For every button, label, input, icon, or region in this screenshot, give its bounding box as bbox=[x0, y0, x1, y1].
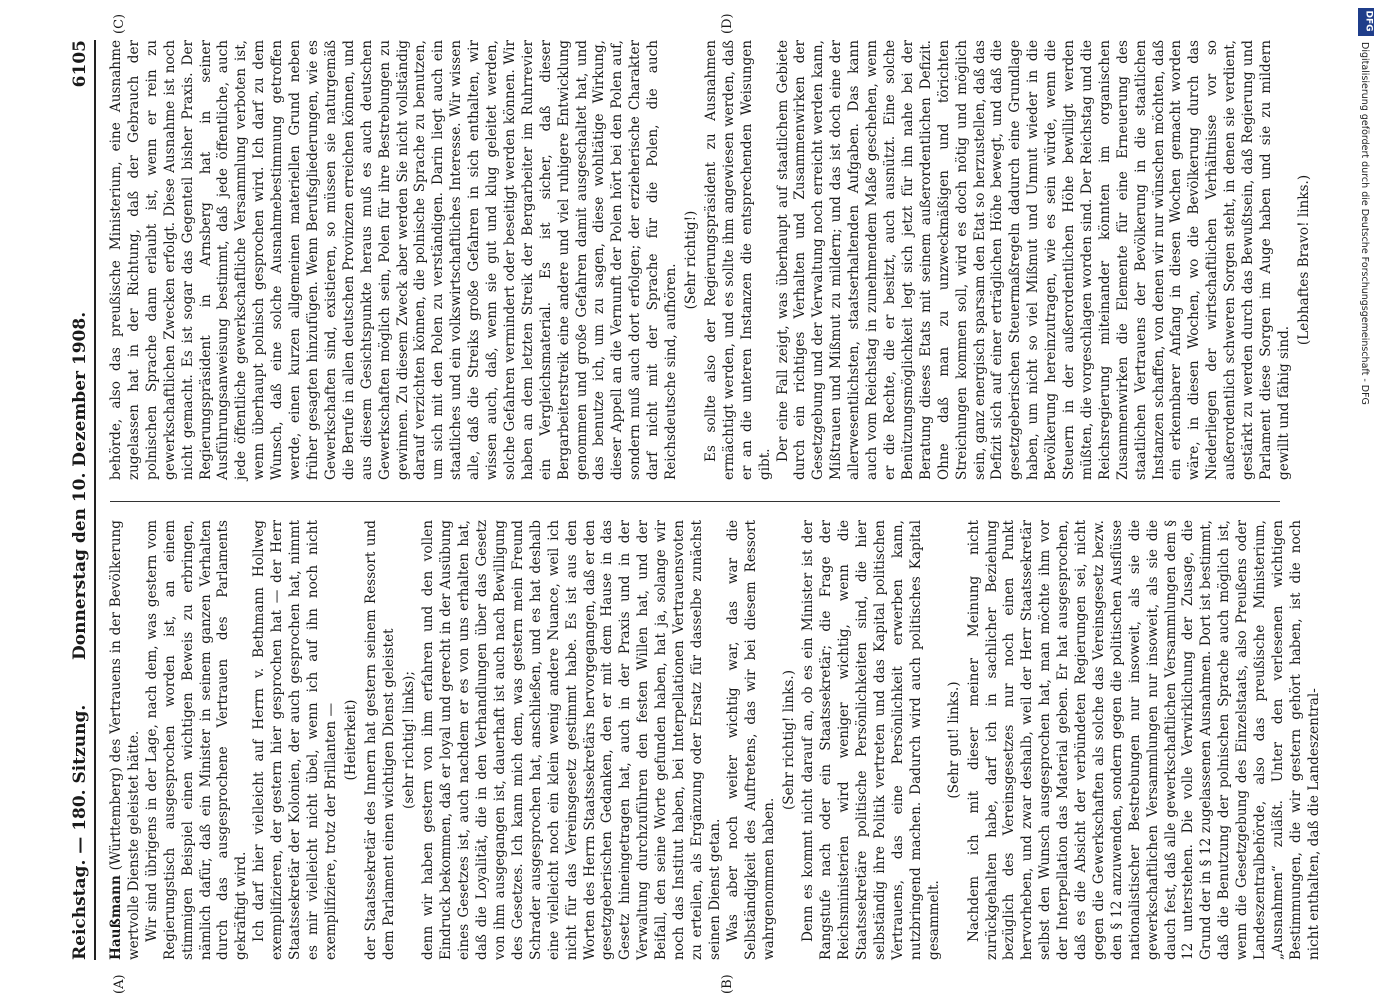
right-column bbox=[108, 40, 1312, 480]
margin-mark-a: (A) bbox=[112, 974, 127, 994]
paragraph-text: der Staatssekretär des Innern hat gestern seinem Ressort und dem Parlament einen wichtigen Dienst geleistet bbox=[362, 520, 397, 960]
left-column bbox=[108, 520, 1322, 960]
paragraph-text: Der eine Fall zeigt, was überhaupt auf staatlichem Gebiete durch ein richtiges Verhalten und Zusammenwirken der Gesetzgebung und der Verwaltung noch erreicht werden kann, Mißtrauen und Mißmut zu mildern; und das ist doch eine der allerwesentlichsten, staatserhaltenden Aufgaben. Das kann auch vom Reichstag in zunehmendem Maße geschehen, wenn er die Rechte, die er besitzt, auch ausnützt. Eine solche Benützungsmöglichkeit legt sich jetzt für ihn nahe bei der Beratung dieses Etats mit seinem außerordentlichen Defizit. Ohne daß man zu unzweckmäßigen und törichten Streichungen kommen soll, wird es doch nötig und möglich sein, ganz energisch sparsam den Etat so herzustellen, daß das Defizit sich auf einer erträglichen Höhe bewegt, und daß die gesetzgeberischen Steuermaßregeln dadurch eine Grundlage haben, um nicht so viel Mißmut und Unmut wieder in die Bevölkerung hereinzutragen, wie es sein würde, wenn die Steuern in der außerordentlichen Höhe bewilligt werden müßten, die vorgeschlagen worden sind. Der Reichstag und die Reichsregierung miteinander könnten im organischen Zusammenwirken die Elemente für eine Erneuerung des staatlichen Vertrauens der Bevölkerung in die staatlichen Instanzen schaffen, von denen wir nur wünschen möchten, daß ein erkennbarer Anfang in diesen Wochen gemacht worden wäre, in diesen Wochen, wo die Bevölkerung durch das Niederliegen der wirtschaftlichen Verhältnisse vor so außerordentlich schweren Sorgen steht, in denen sie verdient, gestärkt zu werden durch das Bewußtsein, daß Regierung und Parlament diese Sorgen im Auge haben und sie zu mildern gewillt und fähig sind. bbox=[774, 40, 1292, 480]
interjection bbox=[946, 520, 964, 960]
digitization-credit bbox=[1356, 6, 1378, 996]
paragraph bbox=[108, 520, 144, 960]
paragraph-text: (sehr richtig! links); bbox=[400, 671, 417, 809]
paragraph bbox=[420, 520, 724, 960]
paragraph-text: Nachdem ich mit dieser meiner Meinung nicht zurückgehalten habe, darf ich in sachlicher Beziehung bezüglich des Vereinsgesetzes nur noch einen Punkt hervorheben, und zwar deshalb, weil der Herr Staatssekretär selbst den Wunsch ausgesprochen hat, man möchte ihm vor der Interpellation das Material geben. Er hat ausgesprochen, daß es die Absicht der verbündeten Regierungen sei, nicht gegen die Gewerkschaften als solche das Vereinsgesetz bezw. den § 12 anzuwenden, sondern gegen die politischen Ausflüsse nationalistischer Bestrebungen nur insoweit, als sie die gewerkschaftlichen Versammlungen nur insoweit, als sie die dauch fest, daß alle gewerkschaftlichen Versammlungen dem § 12 unterstehen. Die volle Verwirklichung der Zusage, die Grund der in § 12 zugelassenen Ausnahmen. Dort ist bestimmt, daß die Benutzung der polnischen Sprache auch möglich ist, wenn die Gesetzgebung des Einzelstaats, also Preußens oder Landeszentralbehörde, also das preußische Ministerium, „Ausnahmen“ zuläßt. Unter den verlesenen wichtigen Bestimmungen, die wir gestern gehört haben, ist die noch nicht enthalten, daß die Landeszentral- bbox=[965, 520, 1322, 960]
running-head-date: Donnerstag den 10. Dezember 1908. bbox=[70, 311, 90, 660]
header-rule bbox=[94, 40, 96, 960]
interjection bbox=[401, 520, 419, 960]
margin-mark-c: (C) bbox=[112, 13, 127, 34]
paragraph-text: Denn es kommt nicht darauf an, ob es ein Minister ist der Rangstufe nach oder ein Staatssekretär; die Frage der Reichsministerien wird weniger wichtig, wenn die Staatssekretäre politische Persönlichkeiten sind, die hier selbständig ihre Politik vertreten und das Kapital politischen Vertrauens, das eine Persönlichkeit erwerben kann, nutzbringend machen. Dadurch wird auch politisches Kapital gesammelt. bbox=[800, 520, 942, 960]
paragraph-text: (Sehr richtig!) bbox=[683, 210, 699, 310]
paragraph-text: (Württemberg) des Vertrauens in der Bevölkerung wertvolle Dienste geleistet hätte. bbox=[108, 520, 142, 960]
paragraph-text: (Sehr gut! links.) bbox=[945, 681, 962, 799]
margin-mark-b: (B) bbox=[720, 974, 735, 994]
paragraph bbox=[144, 520, 251, 960]
document-page bbox=[30, 0, 1350, 1000]
paragraph bbox=[108, 40, 681, 480]
speaker-name: Haußmann bbox=[108, 875, 124, 960]
paragraph-text: (Lebhaftes Bravo! links.) bbox=[1295, 174, 1312, 346]
credit-text: Digitalisierung gefördert durch die Deutsche Forschungsgemeinschaft - DFG bbox=[1359, 42, 1370, 405]
running-head bbox=[70, 40, 96, 960]
paragraph-text: (Sehr richtig! links.) bbox=[780, 669, 797, 811]
column-divider bbox=[110, 501, 1280, 502]
interjection bbox=[1296, 40, 1314, 480]
paragraph bbox=[775, 40, 1294, 480]
interjection bbox=[343, 520, 361, 960]
margin-mark-d: (D) bbox=[720, 13, 735, 34]
paragraph bbox=[725, 520, 779, 960]
paragraph bbox=[251, 520, 341, 960]
paragraph-text: Was aber noch weiter wichtig war, das war die Selbständigkeit des Auftretens, das wir bei diesem Ressort wahrgenommen haben. bbox=[724, 520, 777, 960]
paragraph-text: Wir sind übrigens in der Lage, nach dem, was gestern vom Regierungstisch ausgesprochen worden ist, an einem stimmigen Beispiel einen wichtigen Beweis zu erbringen, nämlich dafür, daß ein Minister in seinem ganzen Verhalten durch das ausgesprochene Vertrauen des Parlaments gekräftigt wird. bbox=[143, 520, 250, 960]
paragraph-text: Es sollte also der Regierungspräsident zu Ausnahmen ermächtigt werden, und es sollte ihm angewiesen werden, daß er an die unteren Instanzen die entsprechenden Weisungen gibt. bbox=[702, 40, 773, 480]
paragraph-text: (Heiterkeit) bbox=[342, 699, 359, 781]
paragraph-text: Ich darf hier vielleicht auf Herrn v. Bethmann Hollweg exemplifizieren, der gestern hier gesprochen hat — der Herr Staatssekretär der Kolonien, der auch gesprochen hat, nimmt es mir vielleicht nicht übel, wenn ich auf ihn noch nicht exemplifiziere, trotz der Brillanten — bbox=[251, 520, 339, 960]
paragraph bbox=[966, 520, 1324, 960]
running-head-left: Reichstag. — 180. Sitzung. bbox=[70, 704, 90, 960]
paragraph-text: denn wir haben gestern von ihm erfahren und den vollen Eindruck bekommen, daß er loyal und gerecht in der Ausübung eines Gesetzes ist, auch nachdem er es von uns erhalten hat, daß die Loyalität, die in den Verhandlungen über das Gesetz von ihm ausgegangen ist, dauerhaft ist auch nach Bewilligung des Gesetzes. Ich kann mich dem, was gestern mein Freund Schrader ausgesprochen hat, anschließen, und es hat deshalb eine vielleicht noch ein klein wenig andere Nuance, weil ich nicht für das Vereinsgesetz gestimmt habe. Es ist aus den Worten des Herrn Staatssekretärs hervorgegangen, daß er den gesetzgeberischen Gedanken, den er mit dem Hause in das Gesetz hineingetragen hat, auch in der Praxis und in der Verwaltung durchzuführen den festen Willen hat, und der Beifall, den seine Worte gefunden haben, hat ja, solange wir noch das Institut haben, bei Interpellationen Vertrauensvoten zu erteilen, als Ergänzung oder Ersatz für dasselbe zunächst seinen Dienst getan. bbox=[420, 520, 723, 960]
paragraph bbox=[363, 520, 399, 960]
paragraph bbox=[703, 40, 775, 480]
dfg-logo: DFG bbox=[1358, 8, 1374, 36]
interjection bbox=[781, 520, 799, 960]
paragraph-text: behörde, also das preußische Ministerium, eine Ausnahme zugelassen hat in der Richtung, daß der Gebrauch der polnischen Sprache dann erlaubt ist, wenn er rein zu gewerkschaftlichen Zwecken erfolgt. Diese Ausnahme ist noch nicht gemacht. Es ist sogar das Gegenteil bisher Praxis. Der Regierungspräsident in Arnsberg hat in seiner Ausführungsanweisung bestimmt, daß jede öffentliche, auch jede öffentliche gewerkschaftliche Versammlung verboten ist, wenn überhaupt polnisch gesprochen wird. Ich darf zu dem Wunsch, daß eine solche Ausnahmebestimmung getroffen werde, einen kurzen allgemeinen materiellen Grund neben früher gesagten hinzufügen. Wenn Berufsgliederungen, wie es Gewerkschaften sind, existieren, so müssen sie naturgemäß die Berufe in allen deutschen Provinzen erreichen können, und aus diesem Gesichtspunkte heraus muß es auch deutschen Gewerkschaften möglich sein, Polen für ihre Bestrebungen zu gewinnen. Zu diesem Zweck aber werden Sie nicht vollständig darauf verzichten können, die polnische Sprache zu benutzen, um sich mit den Polen zu verständigen. Darin liegt auch ein staatliches und ein volkswirtschaftliches Interesse. Wir wissen alle, daß die Streiks große Gefahren in sich enthalten, wir wissen auch, daß, wenn sie gut und klug geleitet werden, solche Gefahren vermindert oder beseitigt werden können. Wir haben an dem letzten Streik der Bergarbeiter im Ruhrrevier ein Vergleichsmaterial. Es ist sicher, daß dieser Bergarbeiterstreik eine andere und viel ruhigere Entwicklung genommen und große Gefahren damit ausgeschaltet hat, und das benutze ich, um zu sagen, diese wohltätige Wirkung, dieser Appell an die Vernunft der Polen hört bei den Polen auf, sondern muß auch dort erfolgen; der erzieherische Charakter darf nicht mit der Sprache für die Polen, die auch Reichsdeutsche sind, aufhören. bbox=[108, 40, 680, 480]
interjection bbox=[683, 40, 701, 480]
page-number: 6105 bbox=[70, 40, 90, 88]
paragraph bbox=[800, 520, 943, 960]
